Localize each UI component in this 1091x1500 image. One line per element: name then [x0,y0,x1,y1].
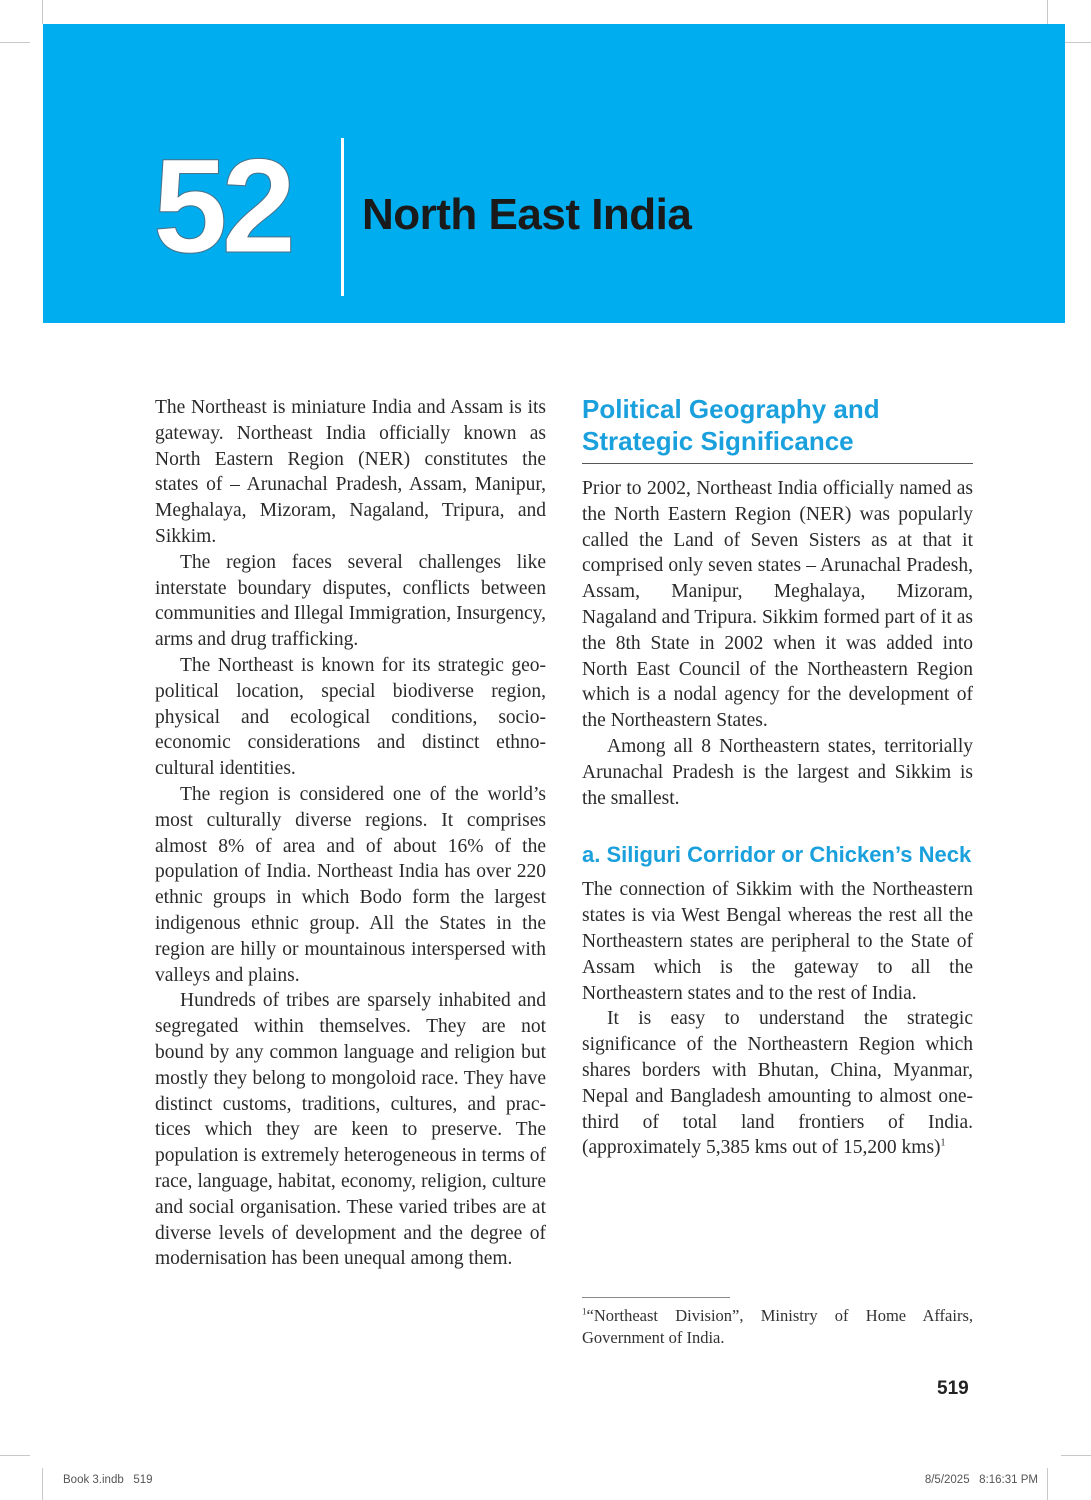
crop-mark-bottom-right-v [1047,1468,1048,1500]
paragraph-text: It is easy to understand the strategic significance of the Northeastern Region which shares borders with Bhutan, China, Myanmar, Nepal and Bangladesh amounting to almost one-third of total land frontiers of India. (approximately 5,385 kms out of 15,200 kms) [582,1008,973,1159]
slug-timestamp: 8/5/2025 8:16:31 PM [924,1474,1038,1486]
footnote [582,1305,973,1349]
section-heading: Political Geography and Strategic Significance [582,394,880,456]
paragraph: The region faces several challenges like interstate boundary disputes, conflicts between communities and Illegal Immigration, Insurgency, arms and drug trafficking. [155,551,546,651]
section-heading-rule [582,463,973,464]
paragraph: The connection of Sikkim with the Northeastern states is via West Bengal whereas the rest all the Northeastern states are peripheral to the State of Assam which is the gateway to all the Northeastern states and to the rest of India. [582,879,973,1004]
chapter-title: North East India [362,190,692,239]
footnote-rule [582,1297,730,1298]
paragraph: Prior to 2002, Northeast India officially named as the North Eastern Region (NER) was popularly called the Land of Seven Sisters as at that it comprised only seven states – Arunachal Pradesh, Assam, Manipur, Meghalaya, Mizoram, Nagaland and Tripura. Sikkim formed part of it as the 8th State in 2002 when it was added into North East Council of the Northeastern Region which is a nodal agency for the development of the Northeastern States. [582,478,973,732]
crop-mark-bottom-left-v [42,1468,43,1500]
left-column [155,395,546,1272]
subsection-heading: a. Siliguri Corridor or Chicken’s Neck [582,842,972,868]
footnote-marker: 1 [582,1306,587,1317]
crop-mark-bottom-left-h [0,1455,30,1456]
chapter-divider [341,138,344,296]
crop-mark-top-right-h [1061,42,1091,43]
paragraph: The Northeast is known for its strategic geo-political location, special biodiverse region, physical and ecological conditions, socio-economic considerations and distinct ethno-cultural identities. [155,654,546,780]
paragraph [582,1006,973,1161]
chapter-number: 52 [153,132,291,281]
paragraph: The Northeast is miniature India and Assam is its gateway. Northeast India officially known as North Eastern Region (NER) constitutes the states of – Arunachal Pradesh, Assam, Manipur, Meghalaya, Mizoram, Nagaland, Tripura, and Sikkim. [155,397,546,547]
footnote-text: “Northeast Division”, Ministry of Home Affairs, Government of India. [582,1306,973,1347]
slug-file-info: Book 3.indb 519 [63,1474,153,1486]
crop-mark-bottom-right-h [1061,1455,1091,1456]
paragraph: Hundreds of tribes are sparsely inhabited and segregated within themselves. They are not bound by any common language and religion but mostly they belong to mongoloid race. They have distinct customs, traditions, cultures, and practices which they are keen to preserve. The population is extremely heterogeneous in terms of race, language, habitat, economy, religion, culture and social organisation. These varied tribes are at diverse levels of development and the degree of modernisation has been unequal among them. [155,990,546,1270]
paragraph: Among all 8 Northeastern states, territorially Arunachal Pradesh is the largest and Sikkim is the smallest. [582,735,973,809]
right-column [582,393,973,1161]
footnote-reference[interactable]: 1 [940,1137,946,1149]
crop-mark-top-left-h [0,42,30,43]
page-number: 519 [937,1378,969,1399]
crop-mark-top-left-v [42,0,43,24]
paragraph: The region is considered one of the world’s most culturally diverse regions. It comprises almost 8% of area and of about 16% of the population of India. Northeast India has over 220 ethnic groups in which Bodo form the largest indigenous ethnic group. All the States in the region are hilly or mountainous interspersed with valleys and plains. [155,783,546,986]
